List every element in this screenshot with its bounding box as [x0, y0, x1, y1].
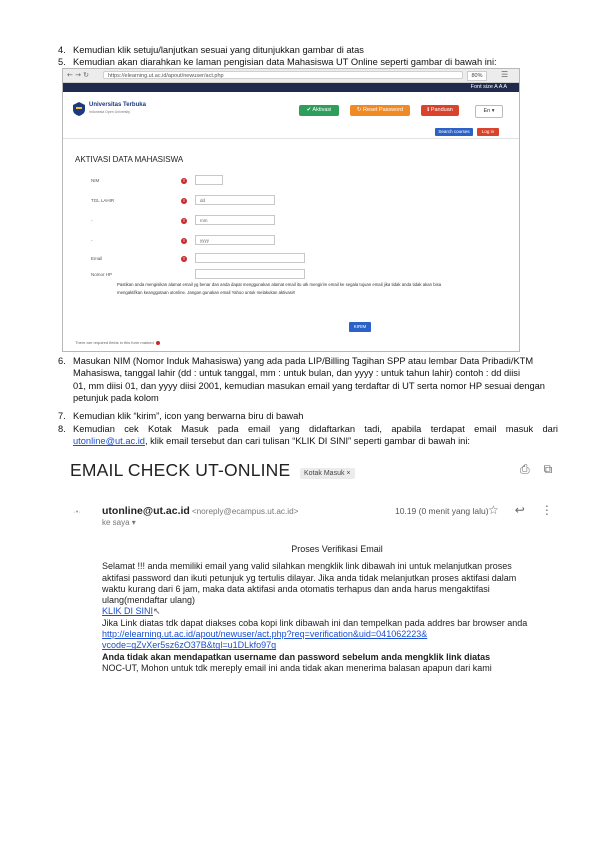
kirim-button[interactable]: KIRIM	[349, 322, 371, 332]
email-top-icons	[520, 462, 566, 477]
logo-subtitle: Indonesia Open University	[89, 110, 131, 114]
email-time: 10.19 (0 menit yang lalu)	[395, 506, 489, 516]
print-icon[interactable]: ⎙	[520, 462, 530, 476]
verification-url-line2[interactable]: vcode=gZvXer5sz6zO37B&tgl=u1DLkfo97g	[102, 640, 277, 651]
email-input[interactable]	[195, 253, 305, 263]
logo-title: Universitas Terbuka	[89, 102, 146, 108]
search-courses-button[interactable]: Search courses	[435, 128, 473, 136]
required-icon: !	[181, 198, 187, 204]
step-number: 4.	[58, 45, 66, 55]
zoom-level[interactable]: 80%	[467, 71, 487, 81]
warning-text: Anda tidak akan mendapatkan username dan password sebelum anda mengklik link diatas	[102, 651, 491, 662]
nim-input[interactable]	[195, 175, 223, 185]
body-title: Proses Verifikasi Email	[291, 544, 383, 554]
step-text-line: Masukan NIM (Nomor Induk Mahasiswa) yang ada pada LIP/Billing Tagihan SPP atau lembar Data Pribadi/KTM	[73, 356, 534, 366]
month-input[interactable]: mm	[195, 215, 275, 225]
body-paragraph-line: Selamat !!! anda memiliki email yang valid silahkan mengklik link dibawah ini untuk melanjutkan proses	[102, 561, 512, 572]
body-paragraph-line: aktifasi password dan ikuti petunjuk yg tertulis dilayar. Jika anda tidak melanjutkan proses aktifasi dalam	[102, 572, 517, 583]
required-dot-icon	[156, 341, 160, 345]
step-text-rest: , klik email tersebut dan cari tulisan “KLIK DI SINI” seperti gambar di bawah ini:	[144, 436, 470, 447]
step-6	[58, 355, 558, 405]
field-label: Email	[91, 256, 103, 261]
top-strip	[63, 83, 519, 92]
year-input[interactable]: yyyy	[195, 235, 275, 245]
browser-address-bar	[63, 69, 519, 83]
body-paragraph-line: ulang(mendaftar ulang)	[102, 595, 196, 606]
day-input[interactable]: dd	[195, 195, 275, 205]
form-title: AKTIVASI DATA MAHASISWA	[75, 155, 184, 164]
step-7	[58, 410, 304, 422]
required-icon: !	[181, 238, 187, 244]
phone-input[interactable]	[195, 269, 305, 279]
form-row-month	[63, 215, 519, 227]
required-icon: !	[181, 256, 187, 262]
field-label: -	[91, 218, 93, 223]
step-text: Kemudian klik setuju/lanjutkan sesuai yang ditunjukkan gambar di atas	[73, 45, 364, 55]
form-note: Pastikan anda mengisikan alamat email yg benar dan anda dapat menggunakan alamat email itu utk mengirim email ke segala tujuan email jika tidak anda tidak akan bisa mengaktifkan keanggotaan utonline. Jangan gunakan email Yahoo untuk melakukan aktivasi!!	[117, 282, 442, 295]
form-row-phone	[63, 269, 519, 281]
reset-password-button[interactable]: ↻ Reset Password	[350, 105, 410, 116]
login-button[interactable]: Log in	[477, 128, 499, 136]
step-text-line: 01, mm diisi 01, dan yyyy diisi 2001, kemudian masukan email yang terdaftar di UT serta nomor HP sesuai dengan	[73, 380, 545, 391]
reply-icon[interactable]: ↩	[514, 503, 525, 517]
panduan-button[interactable]: ℹ Panduan	[421, 105, 459, 116]
email-subject: EMAIL CHECK UT-ONLINE	[70, 460, 291, 480]
verification-url-line1[interactable]: http://elearning.ut.ac.id/apout/newuser/act.php?req=verification&uid=041062223&	[102, 629, 428, 640]
email-sender	[102, 505, 298, 517]
search-row	[63, 126, 519, 139]
field-label: Nomor HP	[91, 272, 113, 277]
field-label: -	[91, 238, 93, 243]
avatar: ·•·	[73, 509, 81, 516]
email-screenshot	[62, 460, 572, 730]
inbox-label[interactable]: Kotak Masuk ×	[300, 468, 355, 479]
step-5	[58, 56, 497, 68]
step-number: 8.	[58, 424, 66, 434]
footer-text: NOC-UT, Mohon untuk tdk mereply email ini anda tidak akan menerima balasan apapun dari kami	[102, 662, 492, 673]
menu-icon[interactable]: ☰	[501, 70, 509, 79]
sender-address: <noreply@ecampus.ut.ac.id>	[191, 507, 299, 516]
form-row-nim	[63, 175, 519, 187]
required-icon: !	[181, 178, 187, 184]
step-text-line	[73, 435, 558, 447]
required-legend	[75, 340, 160, 345]
step-number: 5.	[58, 57, 66, 67]
more-options-icon[interactable]: ⋮	[540, 503, 553, 517]
utonline-email-link[interactable]: utonline@ut.ac.id	[73, 436, 145, 447]
recipient-dropdown[interactable]: ke saya ▾	[102, 518, 136, 527]
site-header	[63, 92, 519, 126]
required-icon: !	[181, 218, 187, 224]
step-number: 6.	[58, 356, 66, 366]
field-label: TGL LAHIR	[91, 198, 115, 203]
form-row-email	[63, 253, 519, 265]
form-row-tgl-lahir	[63, 195, 519, 207]
copy-link-text: Jika Link diatas tdk dapat diakses coba kopi link dibawah ini dan tempelkan pada addres bar browser anda	[102, 617, 528, 628]
field-label: NIM	[91, 178, 100, 183]
step-number: 7.	[58, 411, 66, 421]
step-text-line: Kemudian cek Kotak Masuk pada email yang didaftarkan tadi, apabila terdapat email masuk dari	[73, 424, 558, 434]
email-action-icons	[488, 503, 569, 517]
university-logo-icon	[73, 102, 85, 116]
language-select[interactable]: En ▾	[475, 105, 503, 118]
email-body	[102, 544, 572, 674]
activation-form-screenshot	[62, 68, 520, 352]
cursor-icon: ↖	[153, 606, 161, 617]
step-text: Kemudian klik “kirim”, icon yang berwarna biru di bawah	[73, 411, 304, 421]
step-text: Kemudian akan diarahkan ke laman pengisian data Mahasiswa UT Online seperti gambar di bawah ini:	[73, 57, 497, 67]
open-new-window-icon[interactable]: ⧉	[543, 462, 553, 476]
step-4	[58, 44, 364, 56]
sender-name: utonline@ut.ac.id	[102, 505, 190, 517]
aktivasi-button[interactable]: ✔ Aktivasi	[299, 105, 339, 116]
step-text-line: petunjuk pada kolom	[73, 393, 159, 404]
required-legend-text: There are required fields in this form marked	[75, 340, 154, 345]
form-row-year	[63, 235, 519, 247]
browser-nav-icons[interactable]: ← → ↻	[67, 71, 90, 79]
step-text-line: Mahasiswa, tanggal lahir (dd : untuk tanggal, mm : untuk bulan, dan yyyy : untuk tahun lahir) contoh : dd diisi	[73, 368, 521, 379]
klik-di-sini-link[interactable]: KLIK DI SINI	[102, 606, 154, 617]
font-size-control[interactable]: Font size A A A	[470, 84, 507, 90]
step-8	[58, 423, 558, 448]
url-field[interactable]: https://elearning.ut.ac.id/apout/newuser/act.php	[103, 71, 463, 79]
star-icon[interactable]: ☆	[488, 503, 499, 517]
body-paragraph-line: waktu kurang dari 6 jam, maka data aktifasi anda otomatis terhapus dan anda harus mengaktifasi	[102, 583, 490, 594]
